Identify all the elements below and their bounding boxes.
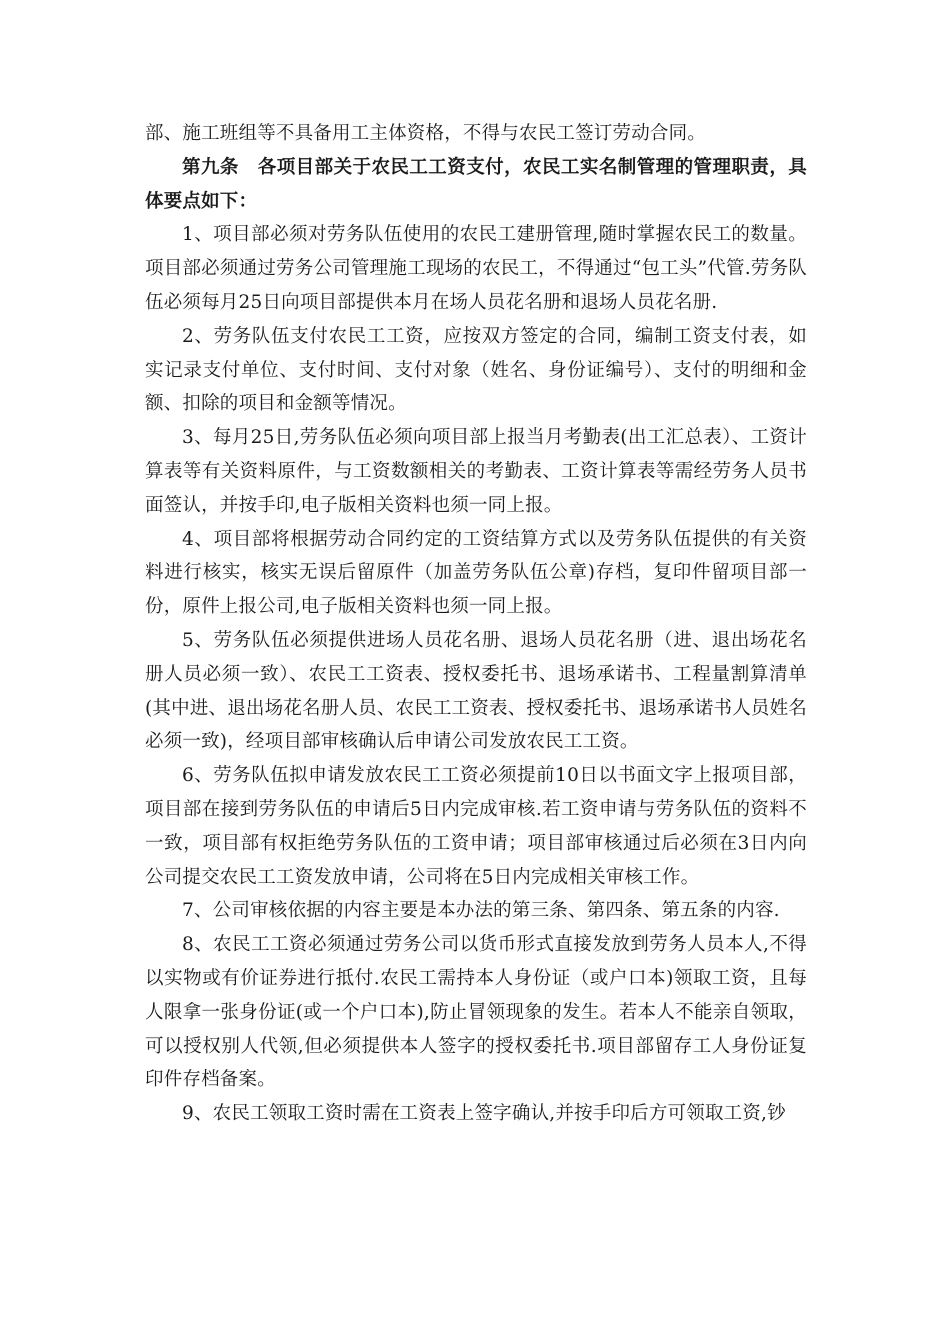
paragraph-continuation: 部、施工班组等不具备用工主体资格，不得与农民工签订劳动合同。 <box>145 123 707 144</box>
document-body <box>145 117 807 1131</box>
item-9-paragraph: 9、农民工领取工资时需在工资表上签字确认,并按手印后方可领取工资,钞 <box>182 1103 786 1125</box>
item-2-paragraph: 2、劳务队伍支付农民工工资，应按双方签定的合同，编制工资支付表，如实记录支付单位、支付时间、支付对象（姓名、身份证编号）、支付的明细和金额、扣除的项目和金额等情况。 <box>145 325 807 415</box>
item-6-paragraph: 6、劳务队伍拟申请发放农民工工资必须提前10日以书面文字上报项目部，项目部在接到劳务队伍的申请后5日内完成审核.若工资申请与劳务队伍的资料不一致，项目部有权拒绝劳务队伍的工资申请；项目部审核通过后必须在3日内向公司提交农民工工资发放申请，公司将在5日内完成相关审核工作。 <box>145 765 807 888</box>
article-nine-heading: 第九条 各项目部关于农民工工资支付，农民工实名制管理的管理职责，具体要点如下： <box>145 156 807 212</box>
item-8-paragraph: 8、农民工工资必须通过劳务公司以货币形式直接发放到劳务人员本人,不得以实物或有价证券进行抵付.农民工需持本人身份证（或户口本)领取工资，且每人限拿一张身份证(或一个户口本),防止冒领现象的发生。若本人不能亲自领取，可以授权别人代领,但必须提供本人签字的授权委托书.项目部留存工人身份证复印件存档备案。 <box>145 934 807 1091</box>
item-3-paragraph: 3、每月25日,劳务队伍必须向项目部上报当月考勤表(出工汇总表）、工资计算表等有关资料原件，与工资数额相关的考勤表、工资计算表等需经劳务人员书面签认，并按手印,电子版相关资料也须一同上报。 <box>145 427 807 516</box>
item-7-paragraph: 7、公司审核依据的内容主要是本办法的第三条、第四条、第五条的内容. <box>182 900 780 922</box>
item-5-paragraph: 5、劳务队伍必须提供进场人员花名册、退场人员花名册（进、退出场花名册人员必须一致）、农民工工资表、授权委托书、退场承诺书、工程量割算清单(其中进、退出场花名册人员、农民工工资表、授权委托书、退场承诺书人员姓名必须一致)，经项目部审核确认后申请公司发放农民工工资。 <box>145 629 807 753</box>
item-1-paragraph: 1、项目部必须对劳务队伍使用的农民工建册管理,随时掌握农民工的数量。项目部必须通过劳务公司管理施工现场的农民工，不得通过“包工头”代管.劳务队伍必须每月25日向项目部提供本月在场人员花名册和退场人员花名册. <box>145 224 807 313</box>
item-4-paragraph: 4、项目部将根据劳动合同约定的工资结算方式以及劳务队伍提供的有关资料进行核实，核实无误后留原件（加盖劳务队伍公章)存档，复印件留项目部一份，原件上报公司,电子版相关资料也须一同上报。 <box>145 528 807 618</box>
